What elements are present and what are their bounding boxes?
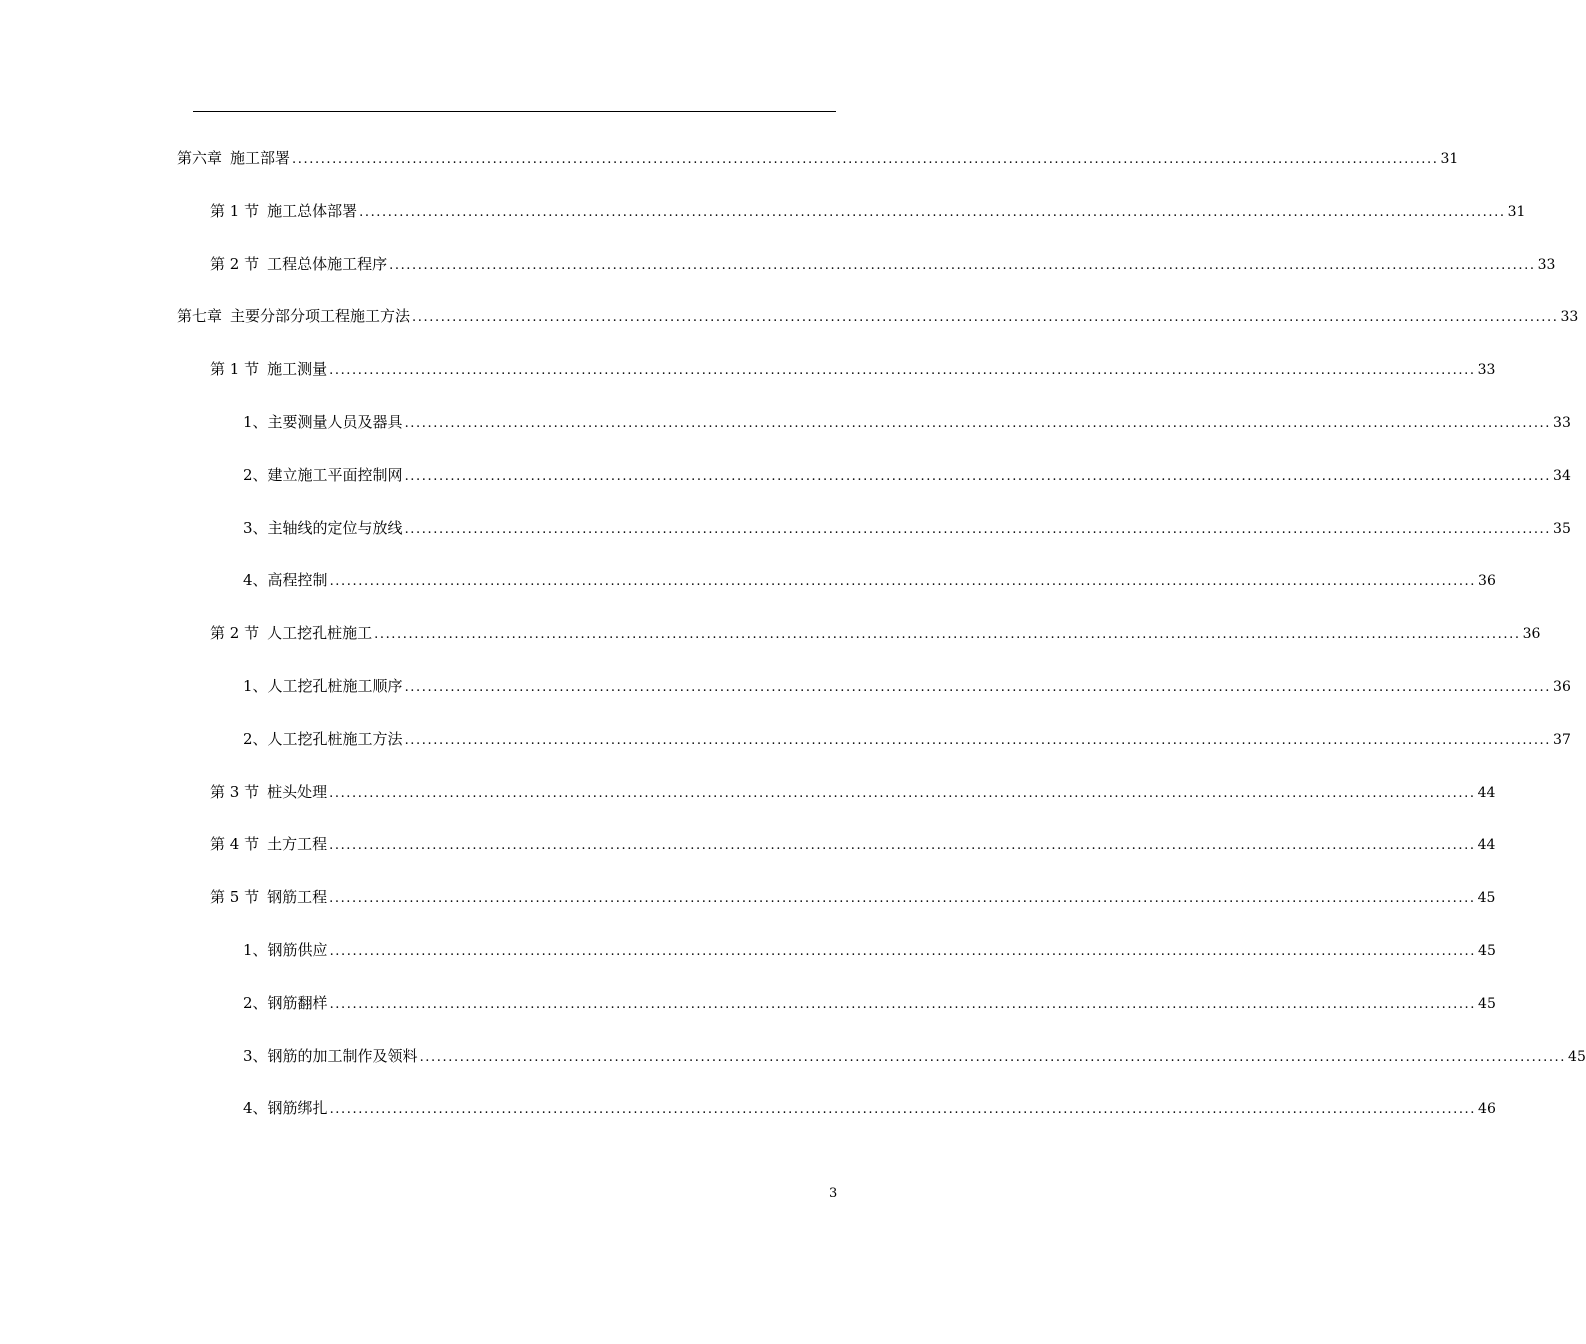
- toc-entry-title: 建立施工平面控制网: [267, 465, 403, 484]
- toc-leader-dots: ........................................................................................................................................................................................................: [329, 574, 1477, 590]
- toc-leader-dots: ........................................................................................................................................................................................................: [329, 944, 1477, 959]
- toc-entry-title: 人工挖孔桩施工方法: [267, 729, 403, 748]
- toc-entry[interactable]: [243, 991, 1496, 1015]
- toc-entry-page: 35: [1553, 520, 1571, 537]
- toc-entry-title: 土方工程: [267, 835, 328, 854]
- toc-entry-title: 高程控制: [267, 571, 328, 590]
- toc-entry-page: 44: [1477, 784, 1496, 801]
- toc-leader-dots: ........................................................................................................................................................................................................: [389, 257, 1536, 273]
- toc-entry[interactable]: [243, 1096, 1496, 1120]
- toc-entry-number: 第 2 节: [210, 254, 260, 273]
- toc-entry-title: 钢筋工程: [267, 888, 328, 907]
- toc-entry-number: 1、: [243, 677, 268, 695]
- toc-entry-number: 4、: [243, 1099, 268, 1118]
- toc-leader-dots: ........................................................................................................................................................................................................: [329, 838, 1476, 854]
- toc-entry-page: 36: [1553, 679, 1571, 695]
- toc-entry-title: 钢筋供应: [267, 941, 328, 959]
- toc-entry-number: 1、: [243, 413, 268, 431]
- toc-entry-page: 36: [1522, 626, 1541, 643]
- toc-entry[interactable]: [210, 199, 1526, 223]
- toc-entry-page: 31: [1507, 203, 1526, 220]
- toc-leader-dots: ........................................................................................................................................................................................................: [374, 627, 1521, 643]
- toc-entry-number: 2、: [243, 729, 268, 748]
- toc-entry[interactable]: [243, 727, 1571, 751]
- header-rule: [193, 111, 836, 112]
- toc-entry-title: 工程总体施工程序: [267, 254, 388, 273]
- toc-entry[interactable]: [243, 1044, 1586, 1068]
- toc-entry-title: 钢筋的加工制作及领料: [267, 1046, 418, 1065]
- toc-entry-page: 45: [1478, 943, 1496, 959]
- toc-entry[interactable]: [243, 938, 1496, 962]
- toc-entry-page: 36: [1478, 573, 1496, 590]
- toc-entry[interactable]: [243, 568, 1496, 592]
- toc-entry[interactable]: [210, 832, 1496, 856]
- toc-entry-title: 主要测量人员及器具: [267, 413, 403, 431]
- toc-entry-number: 第 1 节: [210, 201, 260, 220]
- toc-leader-dots: ........................................................................................................................................................................................................: [404, 521, 1552, 537]
- toc-entry[interactable]: [210, 252, 1556, 276]
- toc-leader-dots: ........................................................................................................................................................................................................: [419, 1049, 1567, 1065]
- toc-entry-title: 施工部署: [230, 149, 291, 167]
- toc-entry-number: 第 2 节: [210, 624, 260, 643]
- toc-leader-dots: ........................................................................................................................................................................................................: [359, 204, 1506, 220]
- toc-entry[interactable]: [243, 674, 1571, 698]
- toc-entry-number: 4、: [243, 571, 268, 590]
- toc-entry-title: 施工测量: [267, 360, 328, 379]
- toc-entry-title: 桩头处理: [267, 782, 328, 801]
- toc-entry[interactable]: [177, 146, 1459, 170]
- toc-entry-page: 33: [1477, 362, 1496, 379]
- toc-entry-page: 44: [1477, 837, 1496, 854]
- toc-entry-number: 1、: [243, 941, 268, 959]
- toc-entry-page: 33: [1560, 309, 1579, 326]
- toc-entry[interactable]: [210, 357, 1496, 381]
- toc-entry[interactable]: [177, 304, 1579, 328]
- toc-entry-number: 3、: [243, 1046, 268, 1065]
- toc-entry[interactable]: [210, 621, 1541, 645]
- toc-leader-dots: ........................................................................................................................................................................................................: [329, 363, 1476, 379]
- toc-leader-dots: ........................................................................................................................................................................................................: [292, 152, 1439, 167]
- toc-entry-number: 2、: [243, 993, 268, 1012]
- toc-entry[interactable]: [243, 463, 1571, 487]
- toc-leader-dots: ........................................................................................................................................................................................................: [404, 680, 1552, 695]
- toc-leader-dots: ........................................................................................................................................................................................................: [329, 1102, 1477, 1118]
- toc-entry[interactable]: [243, 516, 1571, 540]
- toc-entry-number: 第七章: [177, 307, 223, 326]
- toc-entry-page: 45: [1477, 890, 1496, 907]
- toc-leader-dots: ........................................................................................................................................................................................................: [329, 891, 1476, 907]
- toc-entry-title: 主轴线的定位与放线: [267, 518, 403, 537]
- toc-leader-dots: ........................................................................................................................................................................................................: [412, 310, 1559, 326]
- toc-entry-title: 钢筋翻样: [267, 993, 328, 1012]
- toc-entry-number: 第 4 节: [210, 835, 260, 854]
- toc-entry-title: 人工挖孔桩施工顺序: [267, 677, 403, 695]
- toc-entry-title: 施工总体部署: [267, 201, 358, 220]
- toc-entry-page: 45: [1568, 1048, 1586, 1065]
- toc-leader-dots: ........................................................................................................................................................................................................: [404, 732, 1552, 748]
- toc-entry-number: 第六章: [177, 149, 223, 167]
- toc-entry[interactable]: [210, 780, 1496, 804]
- page-number: 3: [829, 1186, 838, 1201]
- toc-entry-number: 第 3 节: [210, 782, 260, 801]
- toc-entry-page: 37: [1553, 731, 1571, 748]
- toc-entry-page: 31: [1440, 151, 1459, 167]
- toc-entry-page: 33: [1537, 256, 1556, 273]
- toc-entry-number: 第 1 节: [210, 360, 260, 379]
- toc-entry-page: 34: [1553, 467, 1571, 484]
- toc-leader-dots: ........................................................................................................................................................................................................: [404, 468, 1552, 484]
- toc-entry-page: 46: [1478, 1101, 1496, 1118]
- toc-leader-dots: ........................................................................................................................................................................................................: [329, 785, 1476, 801]
- toc-entry-number: 第 5 节: [210, 888, 260, 907]
- toc-entry[interactable]: [243, 410, 1571, 434]
- toc-entry-title: 钢筋绑扎: [267, 1099, 328, 1118]
- toc-entry-title: 主要分部分项工程施工方法: [230, 307, 411, 326]
- toc-entry[interactable]: [210, 885, 1496, 909]
- toc-entry-page: 45: [1478, 995, 1496, 1012]
- toc-leader-dots: ........................................................................................................................................................................................................: [329, 996, 1477, 1012]
- toc-leader-dots: ........................................................................................................................................................................................................: [404, 416, 1552, 431]
- toc-entry-title: 人工挖孔桩施工: [267, 624, 373, 643]
- toc-entry-number: 2、: [243, 465, 268, 484]
- toc-entry-number: 3、: [243, 518, 268, 537]
- toc-entry-page: 33: [1553, 415, 1571, 431]
